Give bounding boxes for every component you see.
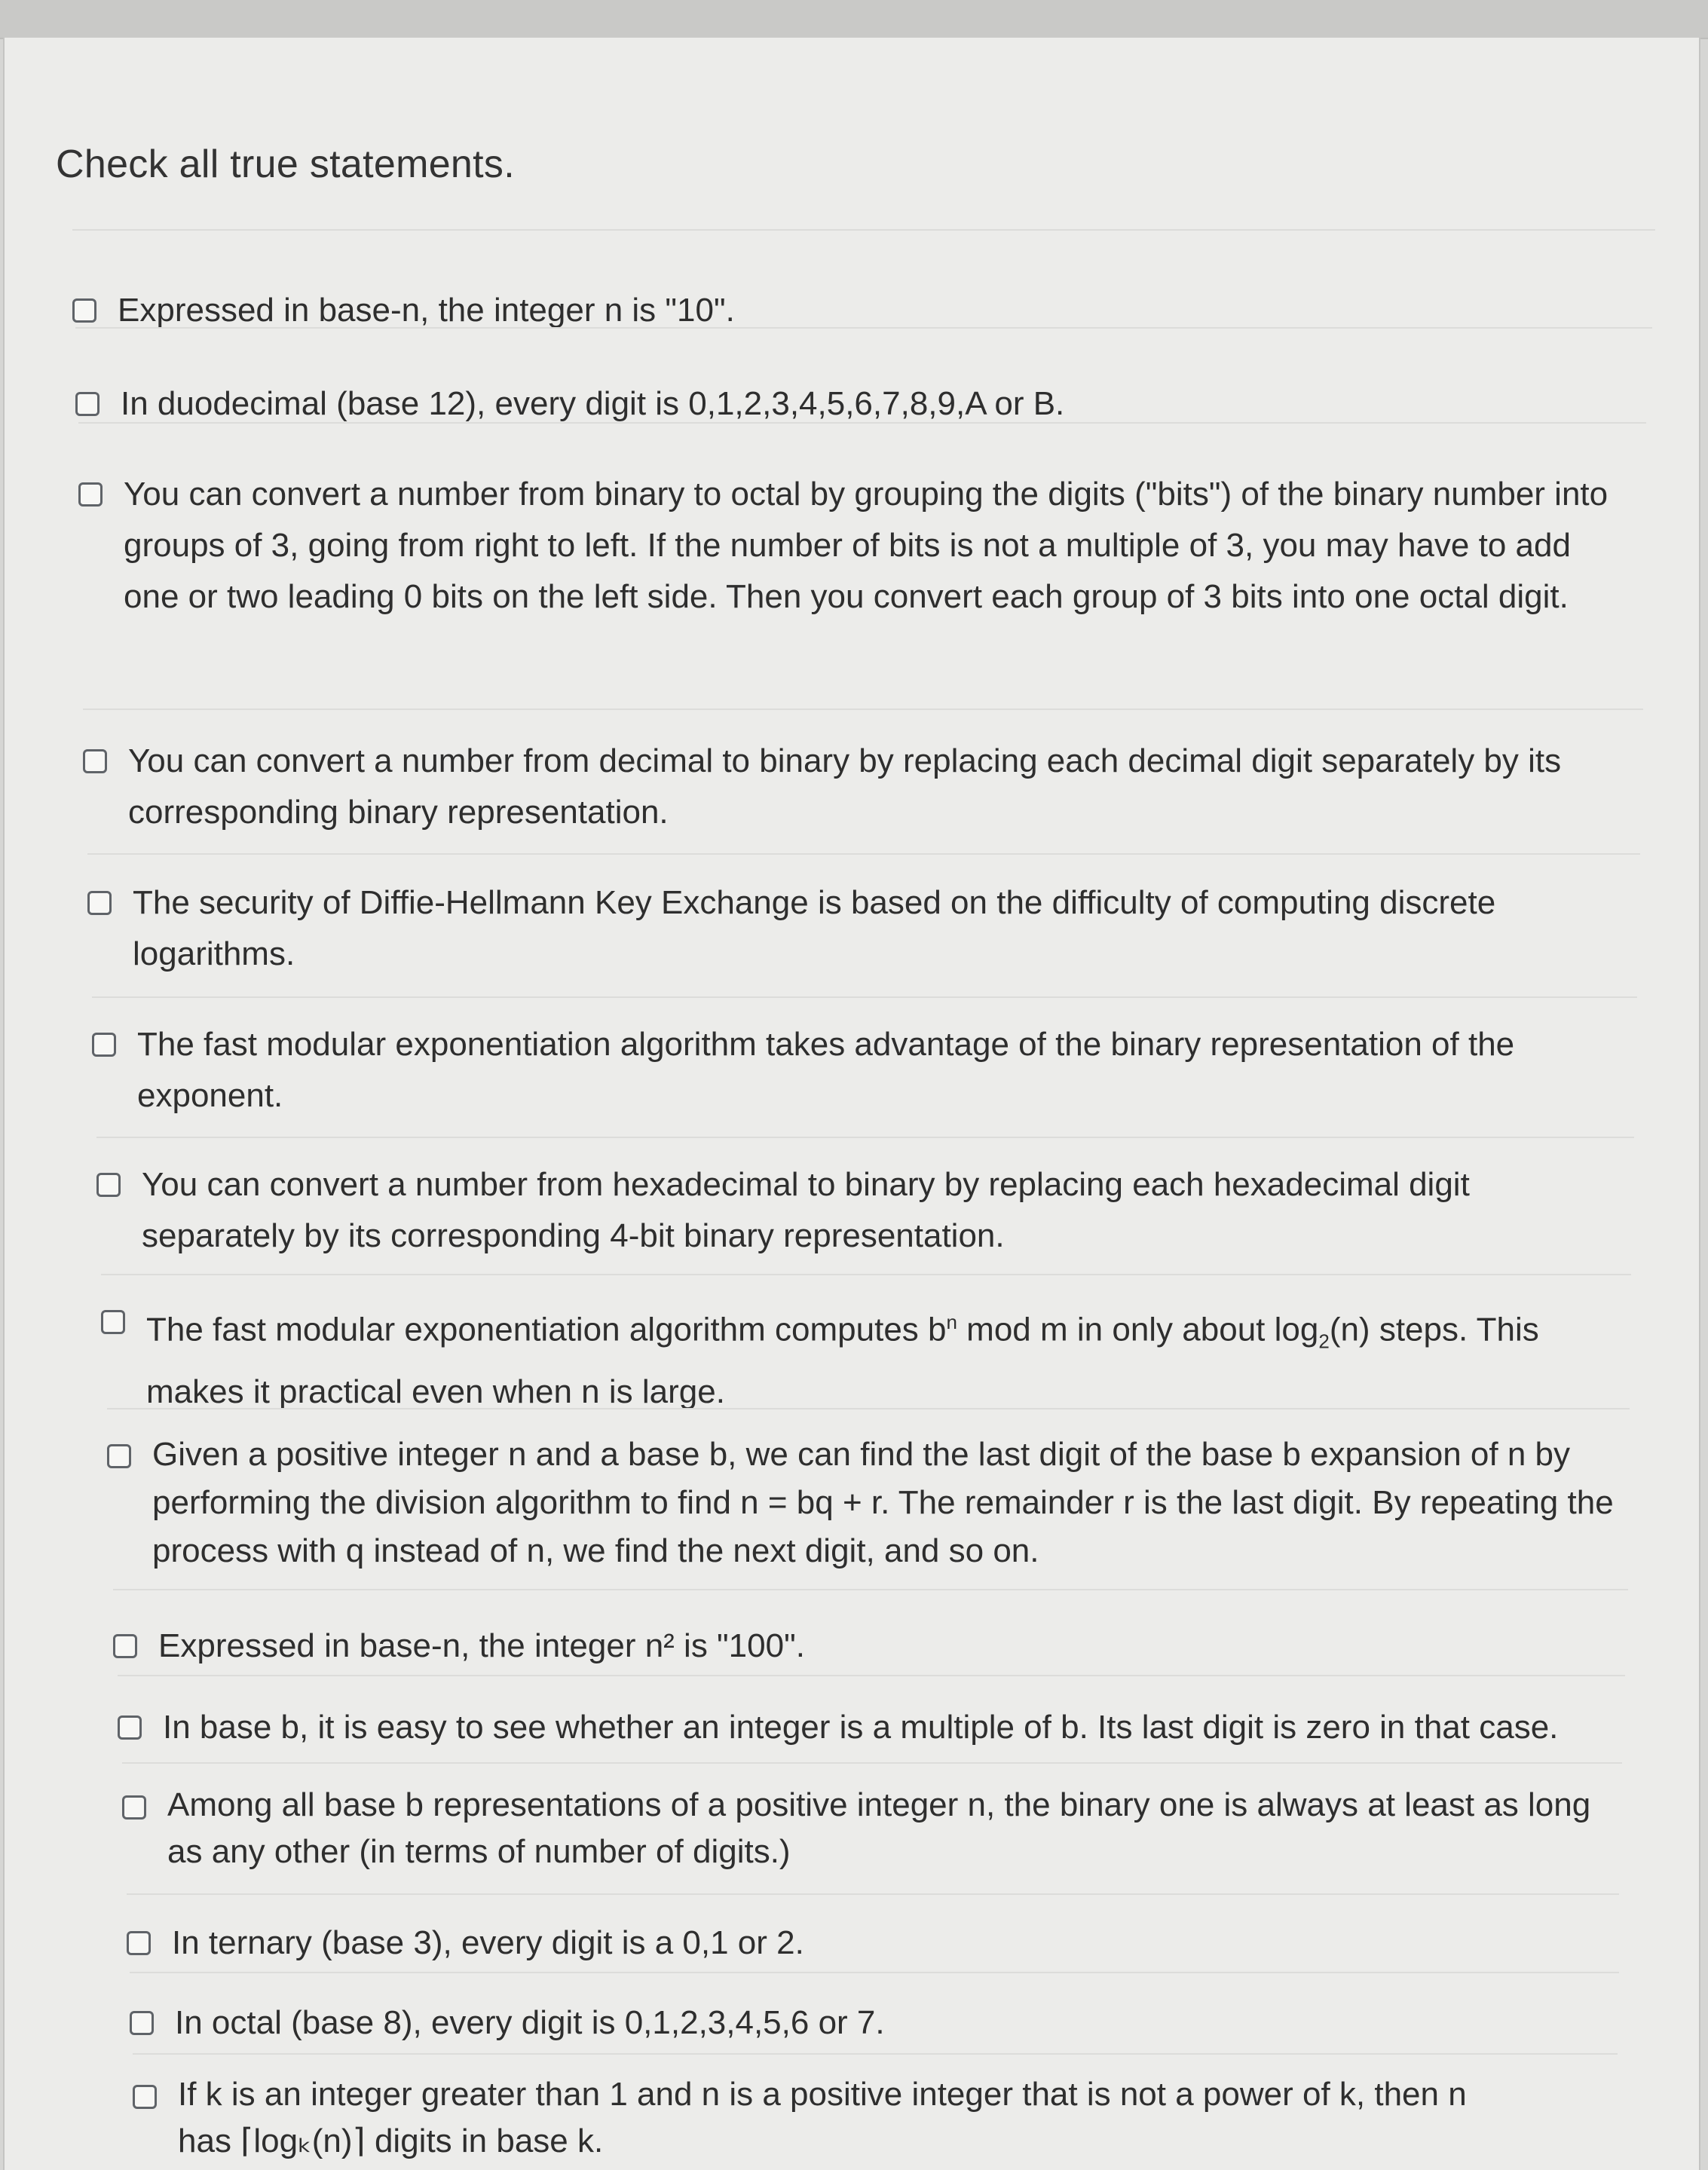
checkbox-9[interactable]	[107, 1444, 131, 1468]
option-12[interactable]	[122, 1762, 1622, 1893]
option-8-text: The fast modular exponentiation algorithm computes $b^n$ mod m in only about $\log_2(n)$ steps. This makes it practical even when n is large.	[146, 1311, 1539, 1411]
option-1-text: Expressed in base-n, the integer n is "10".	[118, 292, 735, 329]
option-6-text: The fast modular exponentiation algorithm takes advantage of the binary representation of the exponent.	[137, 1026, 1515, 1114]
checkbox-1[interactable]	[72, 298, 96, 323]
option-3-text: You can convert a number from binary to octal by grouping the digits ("bits") of the binary number into groups of 3, going from right to left. If the number of bits is not a multiple of 3, you may have to add one or two leading 0 bits on the left side. Then you convert each group of 3 bits into one octal digit.	[124, 476, 1609, 615]
option-14-text: In octal (base 8), every digit is 0,1,2,3,4,5,6 or 7.	[175, 2004, 885, 2041]
checkbox-8[interactable]	[101, 1310, 125, 1334]
option-5-text: The security of Diffie-Hellmann Key Exchange is based on the difficulty of computing discrete logarithms.	[133, 884, 1496, 972]
option-5[interactable]	[87, 853, 1640, 996]
option-13[interactable]	[127, 1893, 1619, 1972]
top-strip	[0, 0, 1708, 39]
option-2[interactable]	[75, 327, 1652, 422]
checkbox-10[interactable]	[113, 1634, 137, 1658]
option-15[interactable]	[133, 2053, 1618, 2166]
option-4[interactable]	[83, 709, 1643, 853]
option-10-text: Expressed in base-n, the integer n² is "100".	[158, 1627, 805, 1664]
option-2-text: In duodecimal (base 12), every digit is 0,1,2,3,4,5,6,7,8,9,A or B.	[121, 385, 1065, 422]
option-8[interactable]	[101, 1274, 1631, 1411]
option-6[interactable]	[92, 996, 1637, 1137]
option-10[interactable]	[113, 1589, 1628, 1675]
checkbox-12[interactable]	[122, 1795, 146, 1820]
option-14[interactable]	[130, 1972, 1619, 2053]
checkbox-13[interactable]	[127, 1931, 151, 1955]
checkbox-4[interactable]	[83, 749, 107, 773]
checkbox-3[interactable]	[78, 482, 103, 507]
option-3[interactable]	[78, 422, 1646, 709]
question-panel	[3, 38, 1700, 2170]
option-7-text: You can convert a number from hexadecimal to binary by replacing each hexadecimal digit separately by its corresponding 4-bit binary representation.	[142, 1166, 1470, 1254]
question-title: Check all true statements.	[56, 142, 515, 186]
option-1[interactable]	[72, 229, 1655, 327]
checkbox-14[interactable]	[130, 2011, 154, 2035]
option-7[interactable]	[96, 1137, 1634, 1274]
option-13-text: In ternary (base 3), every digit is a 0,1 or 2.	[172, 1924, 804, 1961]
option-12-text: Among all base b representations of a positive integer n, the binary one is always at least as long as any other (in terms of number of digits.)	[167, 1786, 1591, 1870]
checkbox-7[interactable]	[96, 1173, 121, 1197]
option-4-text: You can convert a number from decimal to binary by replacing each decimal digit separately by its corresponding binary representation.	[128, 742, 1562, 831]
option-11-text: In base b, it is easy to see whether an integer is a multiple of b. Its last digit is zero in that case.	[163, 1709, 1559, 1746]
checkbox-11[interactable]	[118, 1715, 142, 1740]
option-15-text: If k is an integer greater than 1 and n is a positive integer that is not a power of k, then n has ⌈logₖ(n)⌉ digits in base k.	[178, 2076, 1467, 2159]
option-9[interactable]	[107, 1408, 1630, 1589]
checkbox-5[interactable]	[87, 891, 112, 915]
checkbox-6[interactable]	[92, 1033, 116, 1057]
checkbox-15[interactable]	[133, 2085, 157, 2109]
option-9-text: Given a positive integer n and a base b, we can find the last digit of the base b expansion of n by performing the division algorithm to find n = bq + r. The remainder r is the last digit. By repeating the process with q instead of n, we find the next digit, and so on.	[152, 1436, 1614, 1569]
option-11[interactable]	[118, 1675, 1625, 1762]
checkbox-2[interactable]	[75, 392, 99, 416]
